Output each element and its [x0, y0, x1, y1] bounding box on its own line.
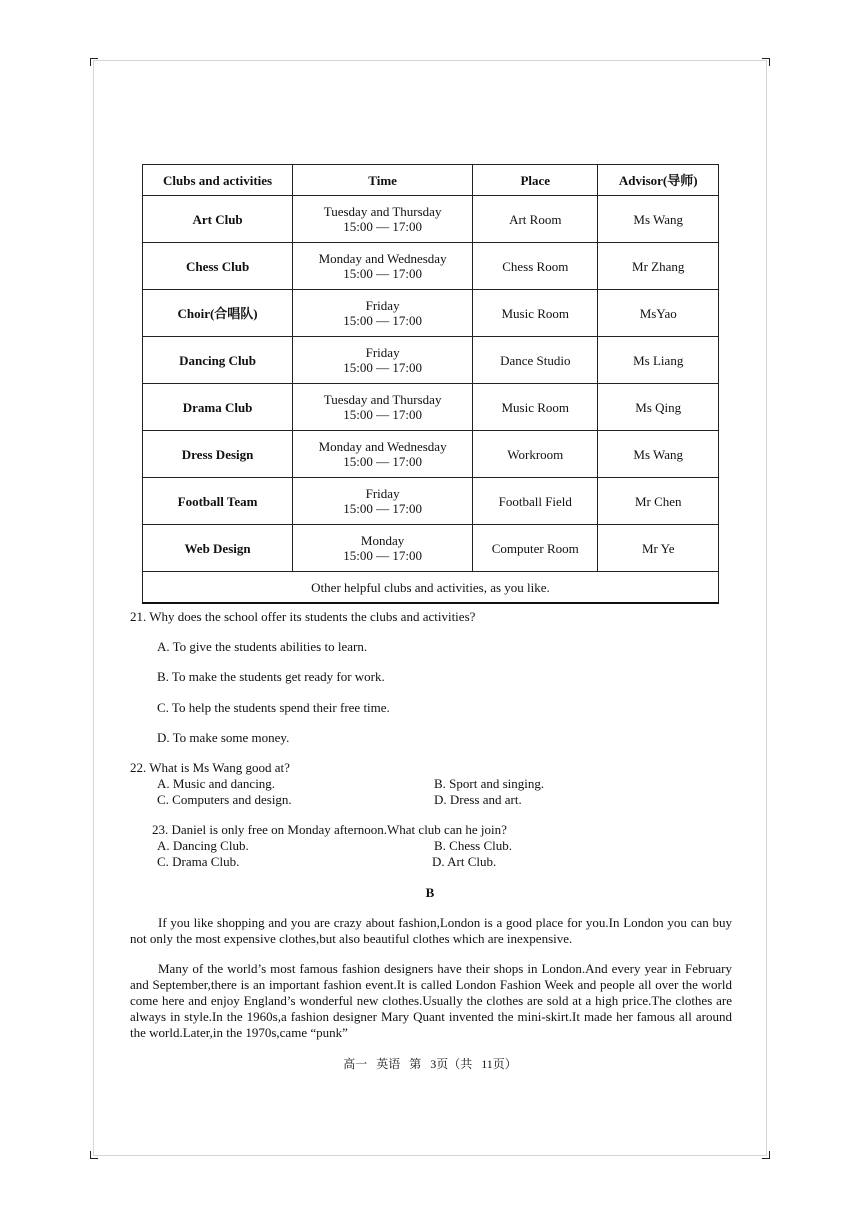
table-footer-note: Other helpful clubs and activities, as you like.	[143, 572, 719, 603]
question-23-stem: 23. Daniel is only free on Monday afternoon.What club can he join?	[152, 822, 507, 837]
section-b-heading: B	[425, 885, 435, 900]
question-22-option-c: C. Computers and design.	[157, 792, 292, 807]
crop-mark	[90, 1151, 98, 1159]
clubs-table	[142, 164, 719, 603]
crop-mark	[90, 58, 98, 66]
question-23-option-d: D. Art Club.	[432, 854, 497, 869]
club-advisor: Ms Liang	[598, 337, 719, 384]
club-place: Workroom	[473, 431, 598, 478]
club-place: Music Room	[473, 384, 598, 431]
question-21-stem: 21. Why does the school offer its students the clubs and activities?	[130, 609, 476, 624]
club-place: Music Room	[473, 290, 598, 337]
club-place: Art Room	[473, 196, 598, 243]
table-row	[143, 384, 719, 431]
header-place: Place	[473, 165, 598, 196]
passage-paragraph-2: Many of the world’s most famous fashion designers have their shops in London.And every year in February and September,there is an important fashion event.It is called London Fashion Week and people all over the world come here and enjoy England’s wonderful new clothes.Usually the clothes are sold at a high price.The clothes are always in style.In the 1960s,a fashion designer Mary Quant invented the mini-skirt.It made her famous all around the world.Later,in the 1970s,came “punk”	[130, 961, 732, 1040]
club-place: Chess Room	[473, 243, 598, 290]
table-row	[143, 243, 719, 290]
passage-paragraph-1: If you like shopping and you are crazy about fashion,London is a good place for you.In London you can buy not only the most expensive clothes,but also beautiful clothes which are inexpensive.	[130, 915, 732, 946]
question-21-option-a: A. To give the students abilities to learn.	[157, 639, 368, 654]
header-advisor: Advisor(导师)	[598, 165, 719, 196]
question-21-option-d: D. To make some money.	[157, 730, 290, 745]
question-22-option-d: D. Dress and art.	[434, 792, 522, 807]
club-advisor: Ms Wang	[598, 431, 719, 478]
club-advisor: Ms Wang	[598, 196, 719, 243]
club-name: Chess Club	[143, 243, 293, 290]
table-row	[143, 337, 719, 384]
club-place: Football Field	[473, 478, 598, 525]
club-name: Art Club	[143, 196, 293, 243]
table-row	[143, 478, 719, 525]
club-time	[293, 243, 473, 290]
table-row	[143, 290, 719, 337]
time-days: Tuesday and Thursday	[323, 392, 442, 407]
time-days: Monday	[360, 533, 405, 548]
table-row	[143, 431, 719, 478]
header-clubs: Clubs and activities	[143, 165, 293, 196]
table-footer-row	[143, 572, 719, 603]
table-row	[143, 196, 719, 243]
time-days: Monday and Wednesday	[318, 439, 447, 454]
club-name: Web Design	[143, 525, 293, 572]
club-time	[293, 196, 473, 243]
page-footer: 高一 英语 第 3页（共 11页）	[343, 1057, 517, 1071]
question-22-stem: 22. What is Ms Wang good at?	[130, 760, 290, 775]
time-hours: 15:00 — 17:00	[343, 313, 422, 328]
time-hours: 15:00 — 17:00	[343, 501, 422, 516]
question-23-option-c: C. Drama Club.	[157, 854, 240, 869]
club-time	[293, 478, 473, 525]
club-time	[293, 337, 473, 384]
table-bottom-rule	[142, 602, 719, 604]
club-time	[293, 431, 473, 478]
club-advisor: Ms Qing	[598, 384, 719, 431]
time-hours: 15:00 — 17:00	[343, 266, 422, 281]
crop-mark	[762, 1151, 770, 1159]
header-time: Time	[293, 165, 473, 196]
club-name: Dancing Club	[143, 337, 293, 384]
club-advisor: MsYao	[598, 290, 719, 337]
question-23-option-b: B. Chess Club.	[434, 838, 513, 853]
time-hours: 15:00 — 17:00	[343, 407, 422, 422]
club-advisor: Mr Chen	[598, 478, 719, 525]
table-row	[143, 525, 719, 572]
club-name: Drama Club	[143, 384, 293, 431]
time-days: Friday	[365, 345, 400, 360]
club-advisor: Mr Zhang	[598, 243, 719, 290]
time-hours: 15:00 — 17:00	[343, 219, 422, 234]
club-name: Football Team	[143, 478, 293, 525]
time-hours: 15:00 — 17:00	[343, 454, 422, 469]
question-23-option-a: A. Dancing Club.	[157, 838, 249, 853]
club-place: Computer Room	[473, 525, 598, 572]
crop-mark	[762, 58, 770, 66]
club-place: Dance Studio	[473, 337, 598, 384]
club-time	[293, 290, 473, 337]
club-time	[293, 384, 473, 431]
time-days: Friday	[365, 486, 400, 501]
question-21-option-b: B. To make the students get ready for work.	[157, 669, 385, 684]
time-days: Friday	[365, 298, 400, 313]
table-header-row	[143, 165, 719, 196]
question-22-option-a: A. Music and dancing.	[157, 776, 276, 791]
time-days: Tuesday and Thursday	[323, 204, 442, 219]
time-hours: 15:00 — 17:00	[343, 548, 422, 563]
club-name: Choir(合唱队)	[143, 290, 293, 337]
club-name: Dress Design	[143, 431, 293, 478]
time-days: Monday and Wednesday	[318, 251, 447, 266]
club-time	[293, 525, 473, 572]
question-22-option-b: B. Sport and singing.	[434, 776, 545, 791]
time-hours: 15:00 — 17:00	[343, 360, 422, 375]
club-advisor: Mr Ye	[598, 525, 719, 572]
question-21-option-c: C. To help the students spend their free time.	[157, 700, 390, 715]
